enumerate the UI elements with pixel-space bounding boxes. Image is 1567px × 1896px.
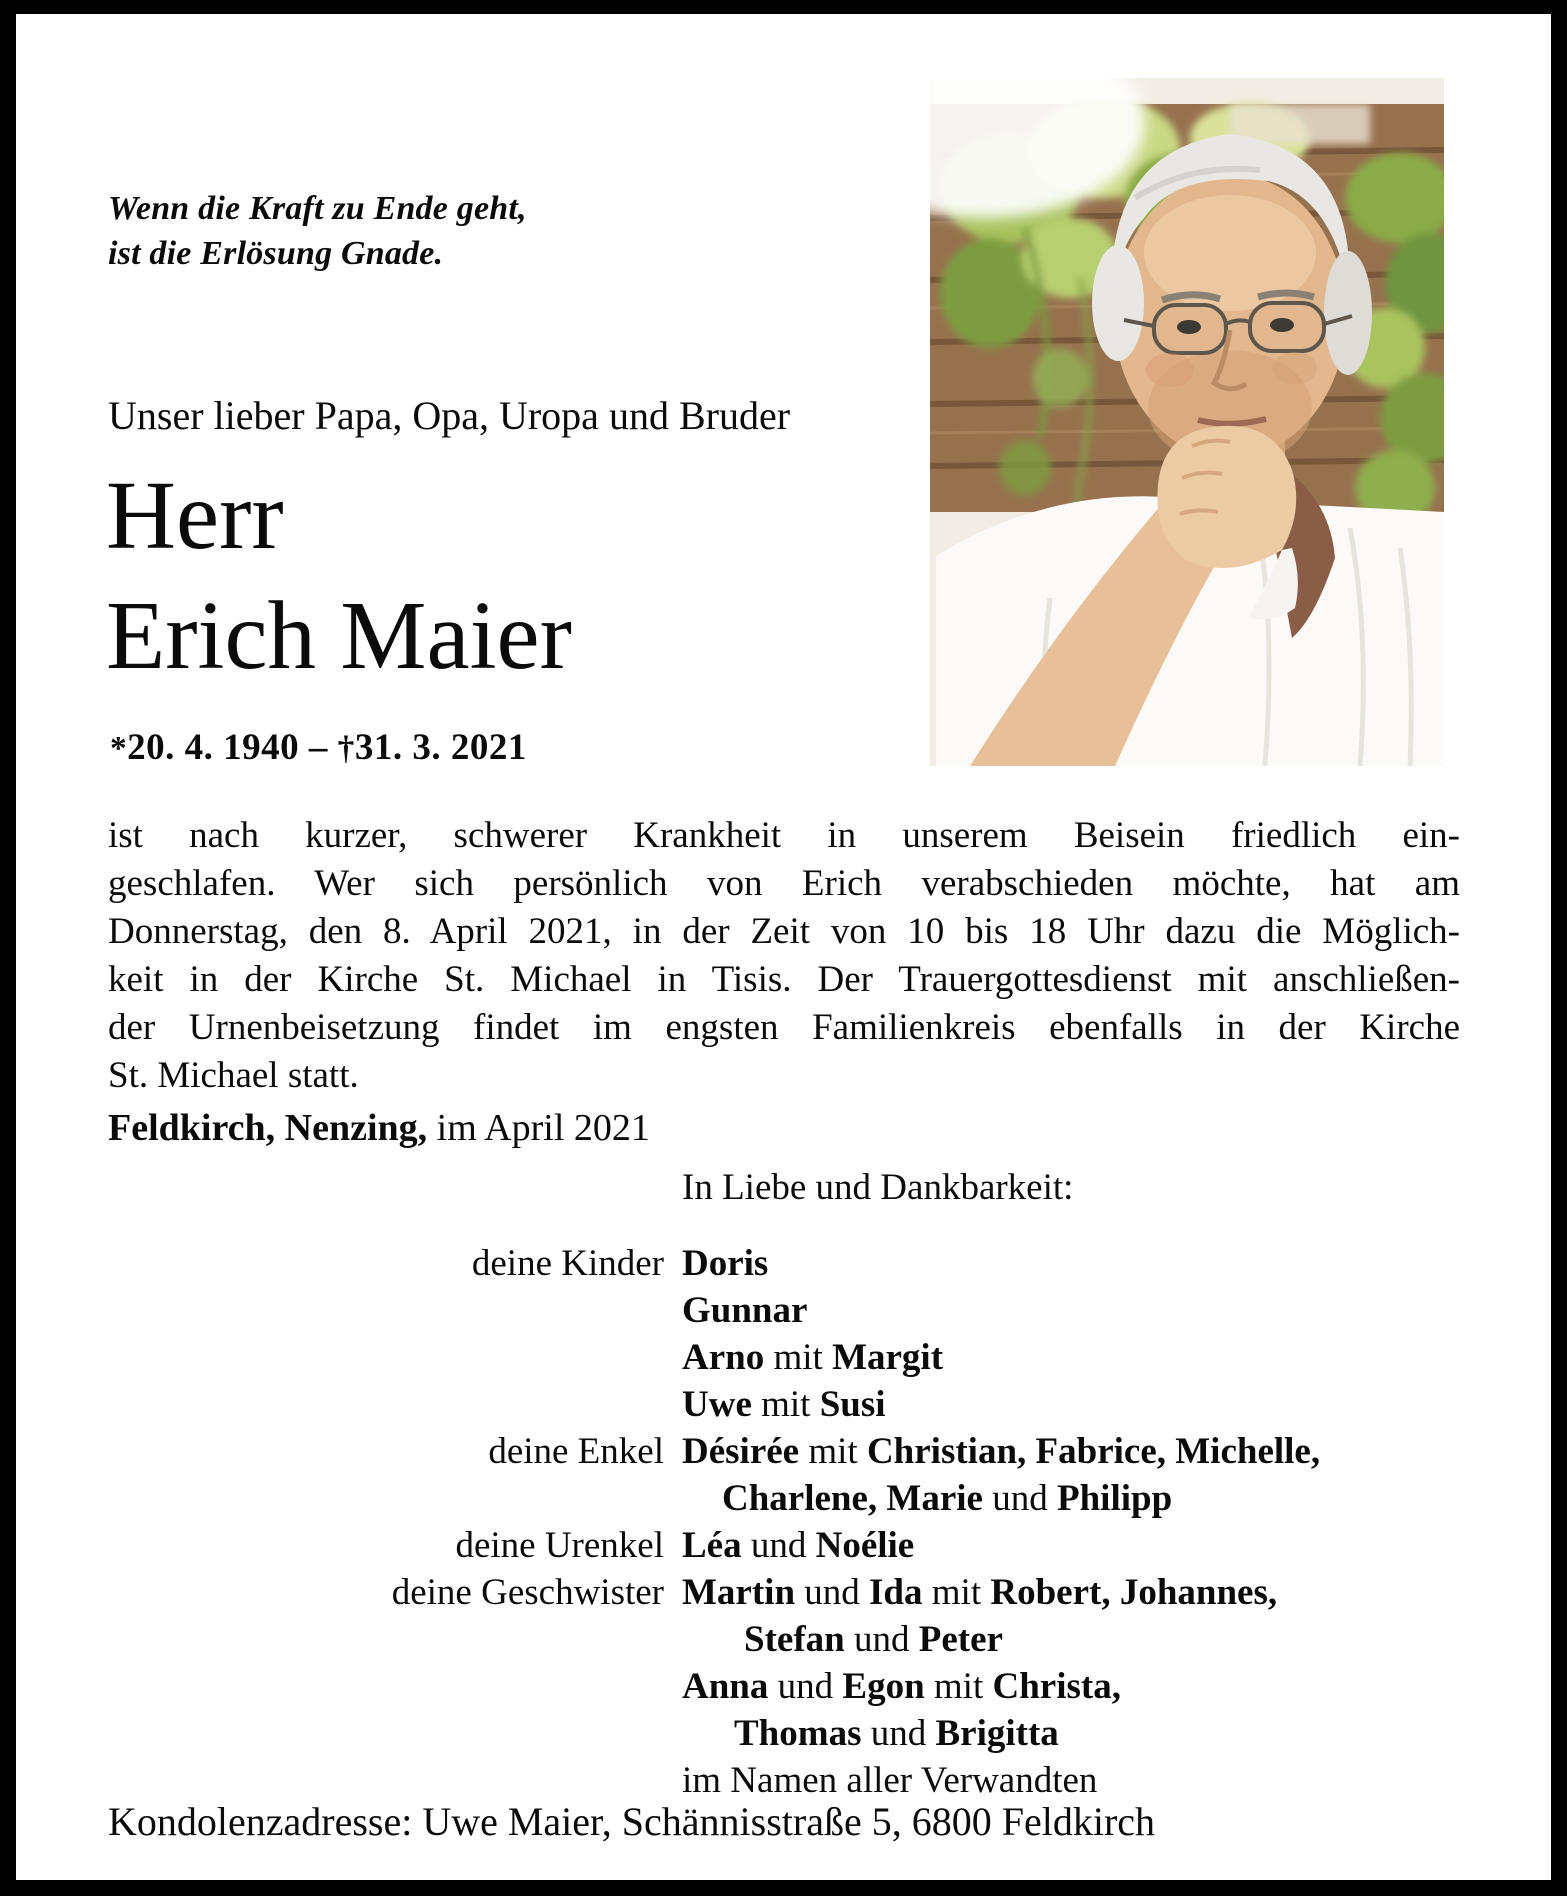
family-row xyxy=(108,1428,1498,1475)
relative-name: Martin xyxy=(682,1572,796,1613)
family-row xyxy=(108,1334,1498,1381)
relative-name: Anna xyxy=(682,1666,769,1707)
paragraph-line: der Urnenbeisetzung findet im engsten Familienkreis ebenfalls in der Kirche xyxy=(108,1007,1460,1048)
relative-name: Uwe xyxy=(682,1384,752,1425)
relative-names xyxy=(682,1663,1121,1710)
connector-text: im Namen aller Verwandten xyxy=(682,1760,1098,1801)
obituary-page xyxy=(16,14,1551,1880)
relative-name: Christian, Fabrice, Michelle, xyxy=(866,1431,1321,1472)
portrait-photo-graphic xyxy=(930,78,1444,766)
connector-text: mit xyxy=(751,1384,820,1425)
relative-name: Léa xyxy=(682,1525,742,1566)
birth-date: 20. 4. 1940 xyxy=(127,727,300,768)
epitaph-quote-line2: ist die Erlösung Gnade. xyxy=(108,235,444,272)
connector-text: und xyxy=(982,1478,1057,1519)
relative-name: Philipp xyxy=(1056,1478,1173,1519)
hair-right xyxy=(1324,251,1372,375)
epitaph-quote xyxy=(108,186,527,276)
relative-name: Christa, xyxy=(992,1666,1121,1707)
relative-name: Egon xyxy=(842,1666,925,1707)
family-row xyxy=(108,1475,1498,1522)
family-row xyxy=(108,1710,1498,1757)
place-dateline xyxy=(108,1106,650,1150)
relative-name: Doris xyxy=(682,1243,769,1284)
eye-right xyxy=(1270,318,1294,332)
portrait-photo xyxy=(930,78,1444,766)
paragraph-line: Donnerstag, den 8. April 2021, in der Zeit von 10 bis 18 Uhr dazu die Möglich- xyxy=(108,911,1460,952)
relative-name: Ida xyxy=(869,1572,923,1613)
hand xyxy=(1157,426,1296,568)
cheek-right xyxy=(1273,352,1317,384)
family-row xyxy=(108,1287,1498,1334)
relative-names xyxy=(682,1522,914,1569)
connector-text: und xyxy=(768,1666,843,1707)
relative-name: Susi xyxy=(819,1384,886,1425)
family-row xyxy=(108,1381,1498,1428)
relative-names xyxy=(734,1710,1059,1757)
relative-name: Stefan xyxy=(744,1619,845,1660)
relative-name: Gunnar xyxy=(682,1290,808,1331)
relative-name: Thomas xyxy=(734,1713,862,1754)
connector-text: und xyxy=(844,1619,919,1660)
birth-star-symbol: * xyxy=(110,730,128,767)
relative-name: Charlene, Marie xyxy=(722,1478,983,1519)
cheek-left xyxy=(1146,353,1194,387)
obituary-paragraph xyxy=(108,812,1460,1100)
family-row xyxy=(108,1522,1498,1569)
intro-line: Unser lieber Papa, Opa, Uropa und Bruder xyxy=(108,393,791,438)
family-row xyxy=(108,1663,1498,1710)
mourners-list xyxy=(108,1240,1498,1804)
connector-text: mit xyxy=(924,1666,993,1707)
life-dates xyxy=(110,726,527,769)
paragraph-line: keit in der Kirche St. Michael in Tisis. Der Trauergottesdienst mit anschließen- xyxy=(108,959,1460,1000)
relative-name: Peter xyxy=(918,1619,1003,1660)
hair-left xyxy=(1092,245,1144,361)
relative-names xyxy=(682,1428,1320,1475)
relative-name: Désirée xyxy=(682,1431,800,1472)
epitaph-quote-line1: Wenn die Kraft zu Ende geht, xyxy=(108,190,527,227)
dateline-places: Feldkirch, Nenzing, xyxy=(108,1107,428,1149)
paragraph-line: St. Michael statt. xyxy=(108,1055,359,1096)
relative-name: Arno xyxy=(682,1337,765,1378)
dates-separator: – xyxy=(308,727,328,768)
family-row xyxy=(108,1569,1498,1616)
eye-left xyxy=(1177,320,1201,334)
relative-names xyxy=(682,1381,886,1428)
relation-label: deine Enkel xyxy=(488,1431,664,1472)
connector-text: mit xyxy=(922,1572,991,1613)
relative-names xyxy=(722,1475,1172,1522)
relative-names xyxy=(682,1569,1277,1616)
relative-names xyxy=(682,1757,1097,1804)
deceased-title: Herr xyxy=(106,462,284,569)
connector-text: und xyxy=(741,1525,816,1566)
relative-names xyxy=(682,1287,807,1334)
relative-name: Brigitta xyxy=(935,1713,1059,1754)
family-row xyxy=(108,1240,1498,1287)
relative-names xyxy=(744,1616,1003,1663)
paragraph-line: ist nach kurzer, schwerer Krankheit in unserem Beisein friedlich ein- xyxy=(108,815,1460,856)
connector-text: mit xyxy=(764,1337,833,1378)
family-row xyxy=(108,1757,1498,1804)
relative-names xyxy=(682,1334,943,1381)
relation-label: deine Urenkel xyxy=(455,1525,664,1566)
dateline-month: im April 2021 xyxy=(427,1107,650,1149)
relation-label: deine Geschwister xyxy=(391,1572,664,1613)
death-date: 31. 3. 2021 xyxy=(354,727,527,768)
relative-name: Robert, Johannes, xyxy=(990,1572,1278,1613)
death-cross-symbol: † xyxy=(337,730,355,767)
relative-name: Noélie xyxy=(815,1525,915,1566)
paragraph-line: geschlafen. Wer sich persönlich von Erich verabschieden möchte, hat am xyxy=(108,863,1460,904)
connector-text: und xyxy=(795,1572,870,1613)
deceased-name: Erich Maier xyxy=(106,582,572,689)
relative-names xyxy=(682,1240,768,1287)
relative-name: Margit xyxy=(832,1337,944,1378)
eyebrow-right xyxy=(1258,293,1314,297)
relation-label: deine Kinder xyxy=(471,1243,664,1284)
connector-text: mit xyxy=(799,1431,867,1472)
connector-text: und xyxy=(861,1713,936,1754)
family-row xyxy=(108,1616,1498,1663)
closing-phrase: In Liebe und Dankbarkeit: xyxy=(682,1167,1074,1208)
condolence-address: Kondolenzadresse: Uwe Maier, Schännisstraße 5, 6800 Feldkirch xyxy=(108,1799,1156,1844)
